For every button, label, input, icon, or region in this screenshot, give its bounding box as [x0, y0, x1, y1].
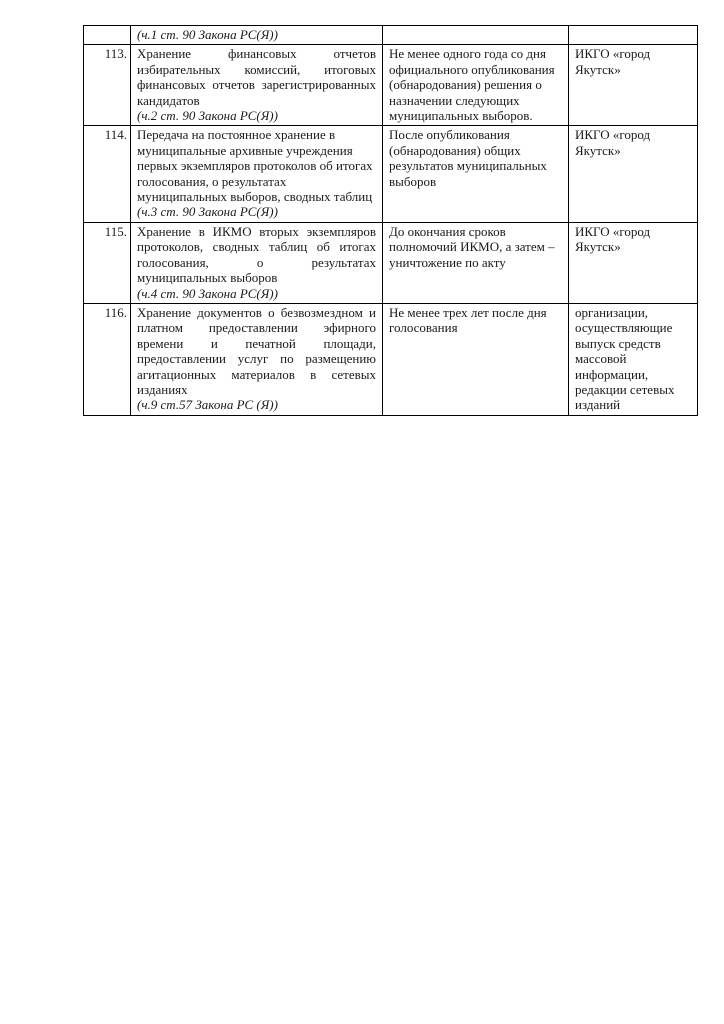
- action-cell: [131, 26, 383, 45]
- table-row: [84, 45, 698, 126]
- legal-reference: (ч.3 ст. 90 Закона РС(Я)): [137, 204, 278, 220]
- responsible-cell: [569, 26, 698, 45]
- action-cell: [131, 45, 383, 126]
- action-text: Хранение в ИКМО вторых экземпляров протоколов, сводных таблиц об итогах голосования, о результатах муниципальных выборов: [137, 223, 376, 286]
- term-cell: [383, 26, 569, 45]
- term-cell: После опубликования (обнародования) общих результатов муниципальных выборов: [383, 126, 569, 222]
- row-number: 115.: [84, 222, 131, 303]
- legal-reference: (ч.9 ст.57 Закона РС (Я)): [137, 397, 278, 413]
- action-cell: [131, 222, 383, 303]
- row-number: 113.: [84, 45, 131, 126]
- legal-reference: (ч.4 ст. 90 Закона РС(Я)): [137, 285, 278, 301]
- legal-reference: (ч.2 ст. 90 Закона РС(Я)): [137, 108, 278, 124]
- row-number: [84, 26, 131, 45]
- responsible-cell: организации, осуществляющие выпуск средств массовой информации, редакции сетевых изданий: [569, 303, 698, 415]
- table-row: [84, 303, 698, 415]
- row-number: 114.: [84, 126, 131, 222]
- responsible-cell: ИКГО «город Якутск»: [569, 222, 698, 303]
- action-text: Хранение документов о безвозмездном и платном предоставлении эфирного времени и печатной площади, предоставлении услуг по размещению агитационных материалов в сетевых изданиях: [137, 304, 376, 397]
- action-cell: [131, 126, 383, 222]
- action-text: Передача на постоянное хранение в муниципальные архивные учреждения первых экземпляров протоколов об итогах голосования, о результатах муниципальных выборов, сводных таблиц: [137, 127, 373, 205]
- responsible-cell: ИКГО «город Якутск»: [569, 126, 698, 222]
- table-row: [84, 26, 698, 45]
- table-row: [84, 126, 698, 222]
- legal-reference: (ч.1 ст. 90 Закона РС(Я)): [137, 27, 278, 42]
- action-cell: [131, 303, 383, 415]
- row-number: 116.: [84, 303, 131, 415]
- term-cell: До окончания сроков полномочий ИКМО, а затем – уничтожение по акту: [383, 222, 569, 303]
- responsible-cell: ИКГО «город Якутск»: [569, 45, 698, 126]
- retention-table: [83, 25, 698, 416]
- term-cell: Не менее трех лет после дня голосования: [383, 303, 569, 415]
- action-text: Хранение финансовых отчетов избирательных комиссий, итоговых финансовых отчетов зарегистрированных кандидатов: [137, 46, 376, 108]
- term-cell: Не менее одного года со дня официального опубликования (обнародования) решения о назначении следующих муниципальных выборов.: [383, 45, 569, 126]
- table-row: [84, 222, 698, 303]
